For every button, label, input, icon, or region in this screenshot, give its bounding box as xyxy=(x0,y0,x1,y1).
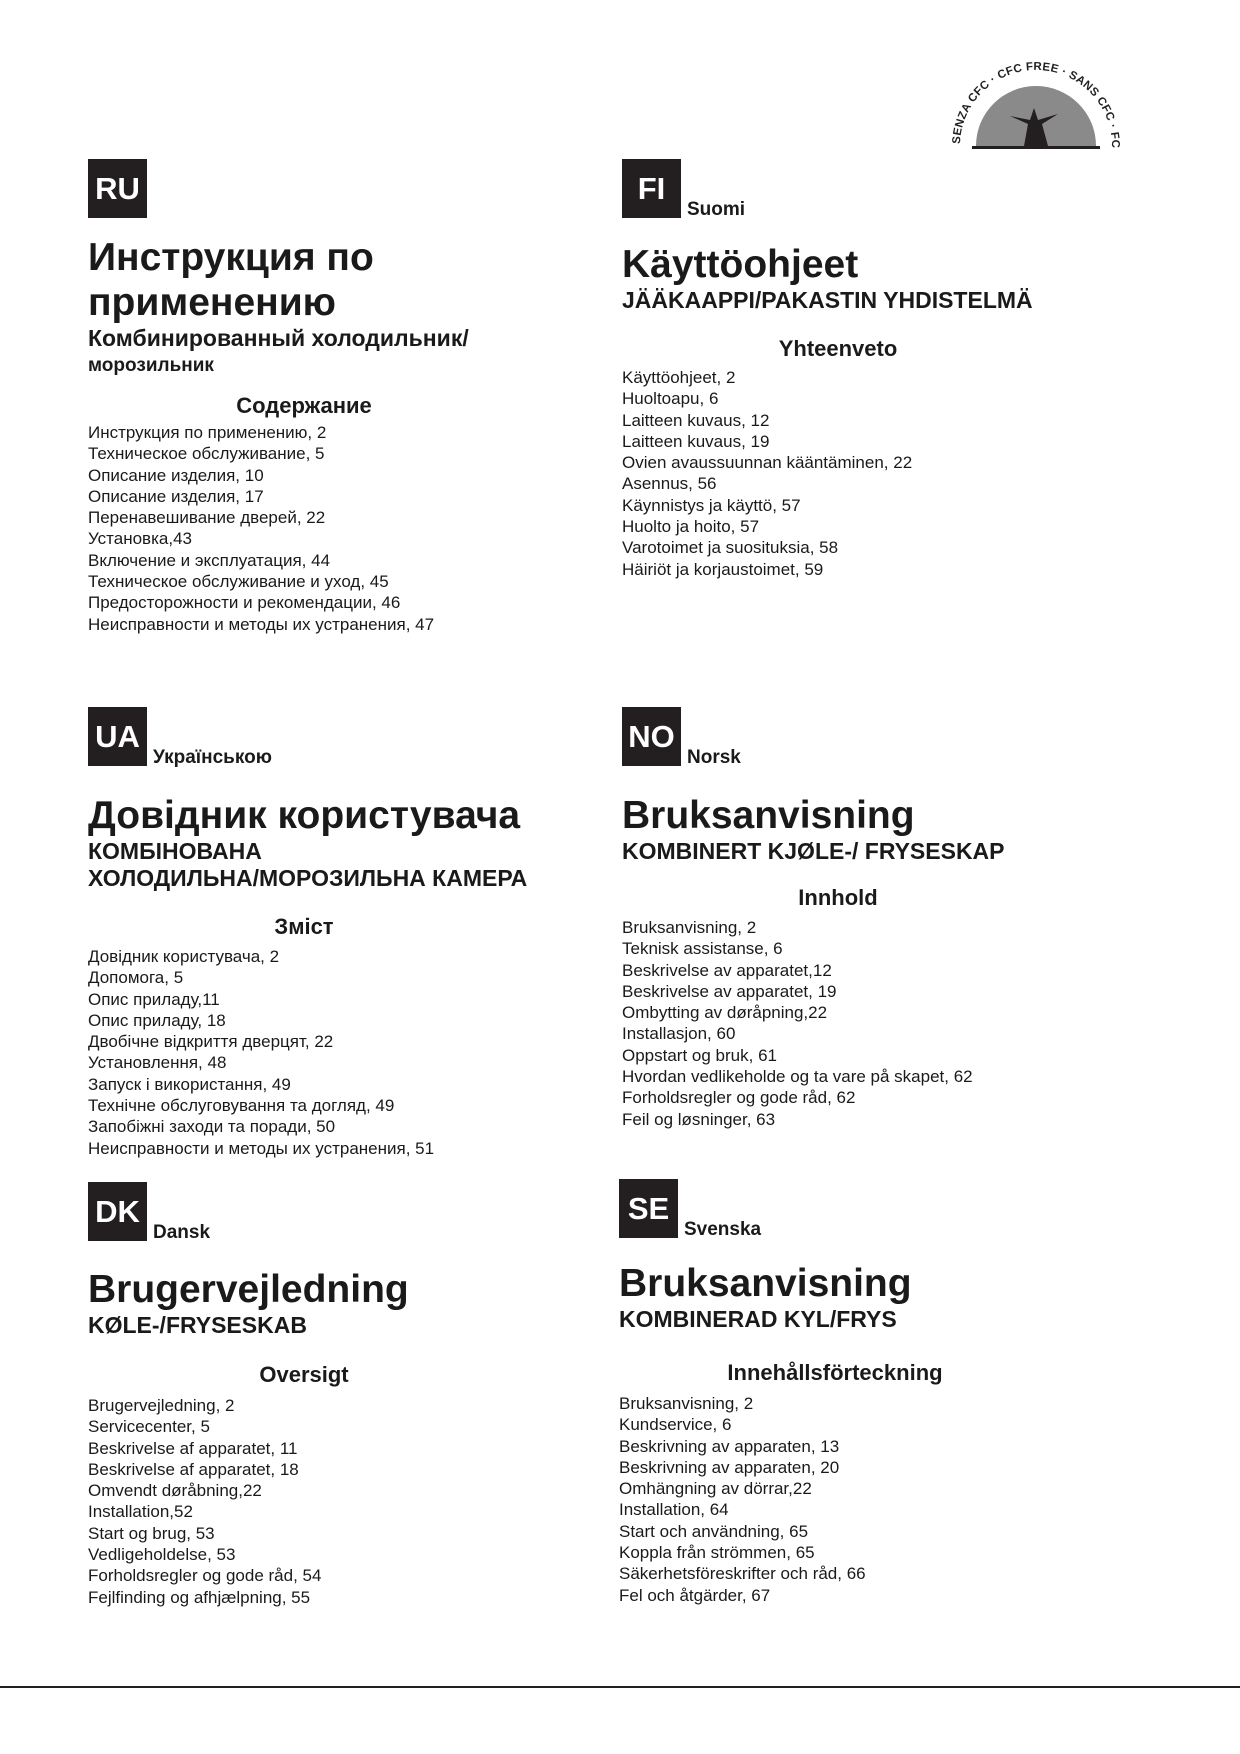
contents-list xyxy=(88,1395,558,1608)
list-item: Asennus, 56 xyxy=(622,474,717,494)
section-dk xyxy=(88,1182,558,1608)
list-item: Start och användning, 65 xyxy=(619,1521,809,1541)
contents-heading: Зміст xyxy=(274,914,334,939)
list-item: Beskrivelse av apparatet, 19 xyxy=(622,981,837,1001)
list-item: Koppla från strömmen, 65 xyxy=(619,1543,815,1563)
contents-heading: Yhteenveto xyxy=(778,336,898,361)
list-item: Установка,43 xyxy=(88,529,192,549)
list-item: Beskrivelse af apparatet, 11 xyxy=(88,1438,298,1458)
contents-list xyxy=(619,1393,1089,1606)
manual-title: Инструкция по xyxy=(88,236,374,279)
contents-list xyxy=(622,367,1092,580)
cfc-free-logo xyxy=(946,50,1126,160)
list-item: Vedligeholdelse, 53 xyxy=(88,1545,236,1565)
language-name: Svenska xyxy=(684,1219,762,1240)
section-ru xyxy=(88,159,558,635)
product-subtitle: ХОЛОДИЛЬНА/МОРОЗИЛЬНА КАМЕРА xyxy=(88,865,528,891)
list-item: Beskrivelse af apparatet, 18 xyxy=(88,1459,299,1479)
list-item: Установлення, 48 xyxy=(88,1053,227,1073)
language-name: Українською xyxy=(153,747,272,768)
language-code-badge: NO xyxy=(622,707,681,766)
language-name: Norsk xyxy=(687,747,741,768)
list-item: Häiriöt ja korjaustoimet, 59 xyxy=(622,559,824,579)
list-item: Hvordan vedlikeholde og ta vare på skapet, 62 xyxy=(622,1067,973,1087)
list-item: Brugervejledning, 2 xyxy=(88,1396,235,1415)
product-subtitle: KØLE-/FRYSESKAB xyxy=(88,1312,307,1338)
section-no xyxy=(622,707,1092,1130)
language-code-badge: DK xyxy=(88,1182,147,1241)
contents-heading: Innehållsförteckning xyxy=(727,1360,943,1385)
list-item: Технічне обслуговування та догляд, 49 xyxy=(88,1096,395,1116)
language-name: Suomi xyxy=(687,199,746,220)
list-item: Forholdsregler og gode råd, 54 xyxy=(88,1566,322,1586)
list-item: Ombytting av døråpning,22 xyxy=(622,1003,828,1023)
product-subtitle: морозильник xyxy=(88,355,214,376)
section-ua xyxy=(88,707,558,1159)
section-fi xyxy=(622,159,1092,580)
list-item: Неисправности и методы их устранения, 47 xyxy=(88,614,435,634)
list-item: Laitteen kuvaus, 12 xyxy=(622,410,770,430)
contents-list xyxy=(88,422,558,635)
list-item: Опис приладу, 18 xyxy=(88,1010,226,1030)
list-item: Omvendt døråbning,22 xyxy=(88,1481,262,1501)
list-item: Описание изделия, 10 xyxy=(88,465,264,485)
list-item: Servicecenter, 5 xyxy=(88,1417,210,1437)
list-item: Säkerhetsföreskrifter och råd, 66 xyxy=(619,1564,866,1584)
manual-title: применению xyxy=(88,281,336,324)
list-item: Fejlfinding og afhjælpning, 55 xyxy=(88,1587,311,1607)
list-item: Beskrivning av apparaten, 13 xyxy=(619,1436,840,1456)
list-item: Предосторожности и рекомендации, 46 xyxy=(88,593,401,613)
list-item: Техническое обслуживание, 5 xyxy=(88,444,325,464)
list-item: Varotoimet ja suosituksia, 58 xyxy=(622,538,839,558)
tree-icon xyxy=(946,50,1126,160)
product-subtitle: KOMBINERT KJØLE-/ FRYSESKAP xyxy=(622,838,1005,864)
list-item: Installation,52 xyxy=(88,1502,193,1522)
list-item: Описание изделия, 17 xyxy=(88,486,264,506)
list-item: Допомога, 5 xyxy=(88,968,184,988)
list-item: Beskrivning av apparaten, 20 xyxy=(619,1457,840,1477)
contents-list xyxy=(88,946,558,1159)
svg-text:SENZA CFC · CFC FREE · SANS CF: SENZA CFC · CFC FREE · SANS CFC · FC xyxy=(950,60,1122,149)
product-subtitle: Комбинированный холодильник/ xyxy=(88,325,469,351)
product-subtitle: КОМБІНОВАНА xyxy=(88,838,262,864)
list-item: Käyttöohjeet, 2 xyxy=(622,368,736,387)
list-item: Запобіжні заходи та поради, 50 xyxy=(88,1117,336,1137)
manual-title: Käyttöohjeet xyxy=(622,243,859,286)
list-item: Инструкция по применению, 2 xyxy=(88,423,327,442)
contents-list xyxy=(622,917,1092,1130)
contents-heading: Oversigt xyxy=(259,1362,349,1387)
list-item: Käynnistys ja käyttö, 57 xyxy=(622,495,801,515)
list-item: Техническое обслуживание и уход, 45 xyxy=(88,572,389,592)
language-code-badge: UA xyxy=(88,707,147,766)
language-code-badge: SE xyxy=(619,1179,678,1238)
list-item: Включение и эксплуатация, 44 xyxy=(88,550,331,570)
list-item: Fel och åtgärder, 67 xyxy=(619,1585,771,1605)
manual-title: Bruksanvisning xyxy=(619,1262,912,1305)
language-code-badge: RU xyxy=(88,159,147,218)
contents-heading: Innhold xyxy=(798,885,878,910)
list-item: Laitteen kuvaus, 19 xyxy=(622,431,770,451)
list-item: Bruksanvisning, 2 xyxy=(622,918,757,937)
list-item: Опис приладу,11 xyxy=(88,989,220,1009)
list-item: Запуск і використання, 49 xyxy=(88,1074,291,1094)
list-item: Forholdsregler og gode råd, 62 xyxy=(622,1088,856,1108)
list-item: Довідник користувача, 2 xyxy=(88,947,280,966)
list-item: Feil og løsninger, 63 xyxy=(622,1109,776,1129)
product-subtitle: KOMBINERAD KYL/FRYS xyxy=(619,1306,897,1332)
list-item: Неисправности и методы их устранения, 51 xyxy=(88,1138,435,1158)
list-item: Omhängning av dörrar,22 xyxy=(619,1479,812,1499)
product-subtitle: JÄÄKAAPPI/PAKASTIN YHDISTELMÄ xyxy=(622,287,1033,313)
language-name: Dansk xyxy=(153,1222,211,1243)
list-item: Beskrivelse av apparatet,12 xyxy=(622,960,832,980)
manual-title: Brugervejledning xyxy=(88,1268,409,1311)
list-item: Kundservice, 6 xyxy=(619,1415,732,1435)
list-item: Oppstart og bruk, 61 xyxy=(622,1045,777,1065)
list-item: Installation, 64 xyxy=(619,1500,729,1520)
language-code-badge: FI xyxy=(622,159,681,218)
list-item: Installasjon, 60 xyxy=(622,1024,736,1044)
list-item: Huoltoapu, 6 xyxy=(622,389,719,409)
list-item: Huolto ja hoito, 57 xyxy=(622,517,760,537)
list-item: Перенавешивание дверей, 22 xyxy=(88,508,326,528)
manual-title: Довідник користувача xyxy=(88,794,521,837)
footer-divider xyxy=(0,1686,1240,1688)
section-se xyxy=(619,1179,1089,1606)
list-item: Start og brug, 53 xyxy=(88,1523,215,1543)
list-item: Bruksanvisning, 2 xyxy=(619,1394,754,1413)
list-item: Ovien avaussuunnan kääntäminen, 22 xyxy=(622,453,913,473)
contents-heading: Содержание xyxy=(236,393,372,418)
manual-title: Bruksanvisning xyxy=(622,794,915,837)
list-item: Двобічне відкриття дверцят, 22 xyxy=(88,1032,334,1052)
list-item: Teknisk assistanse, 6 xyxy=(622,939,783,959)
